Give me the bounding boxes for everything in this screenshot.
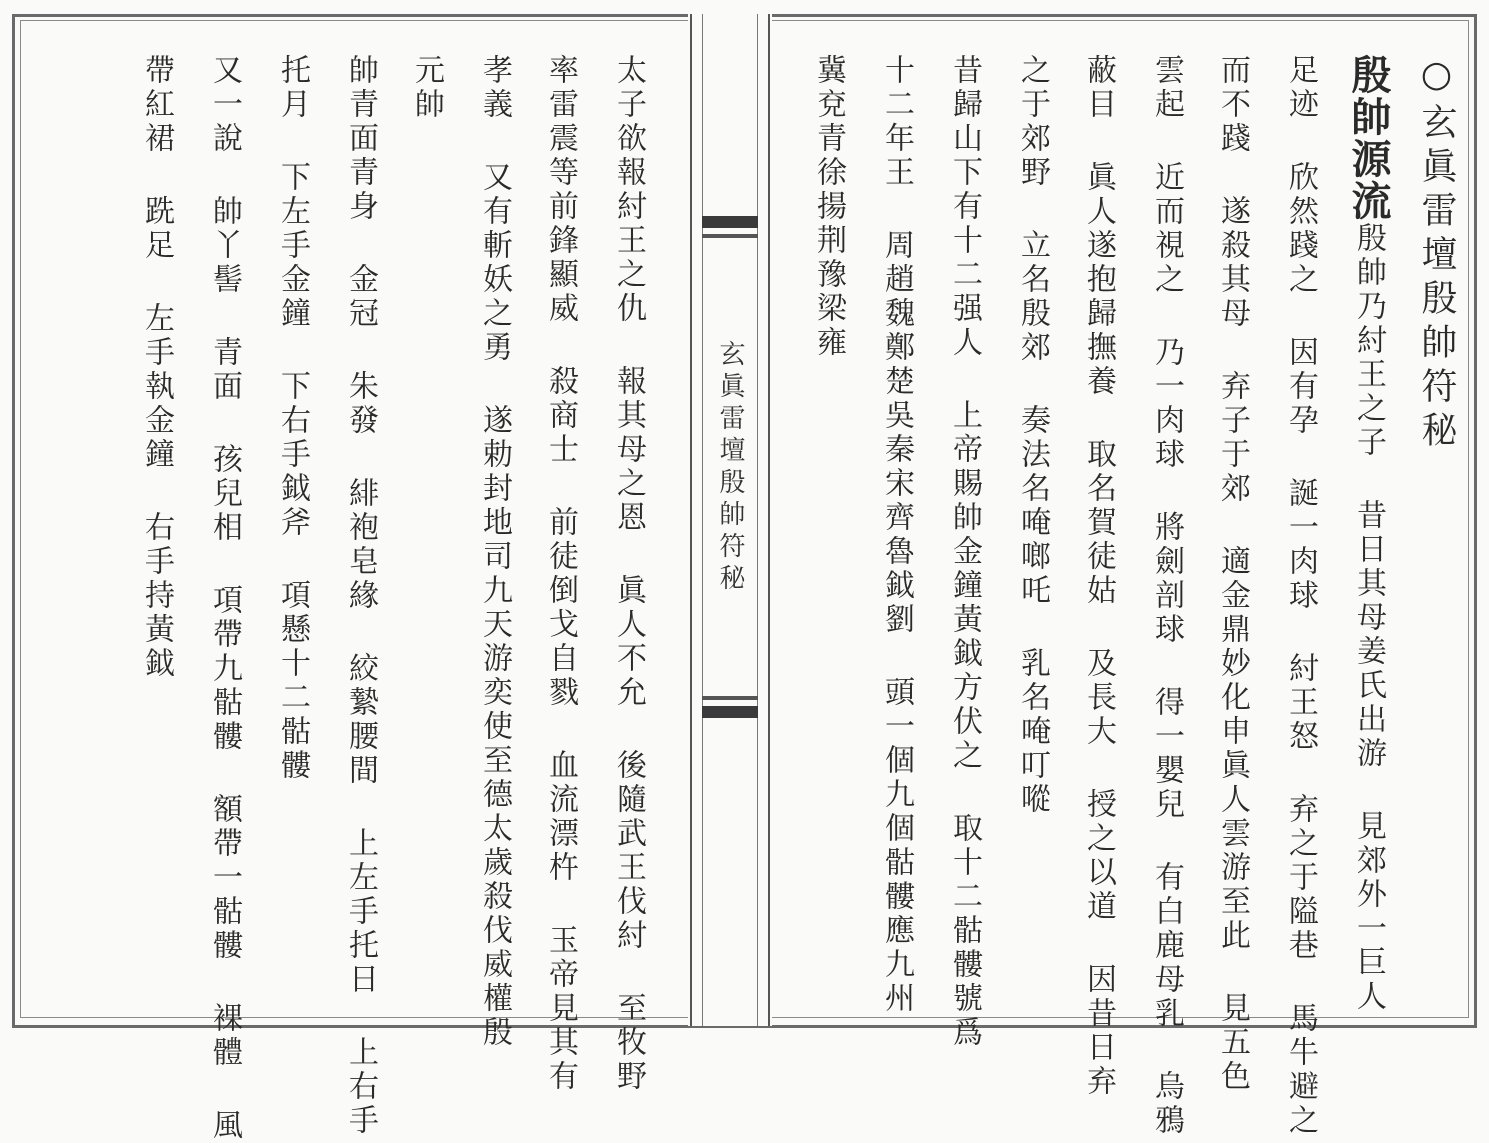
gutter-line — [768, 14, 770, 1026]
text-column-7: 昔歸山下有十二强人 上帝賜帥金鐘黃鉞方伏之 取十二骷髏號爲 — [947, 54, 982, 1050]
text-column-6: 托月 下左手金鐘 下右手鉞斧 項懸十二骷髏 — [275, 54, 310, 783]
gutter-bar — [702, 696, 758, 700]
text-column-6: 之于郊野 立名殷郊 奏法名唵啷吒 乳名唵叮㗰 — [1015, 54, 1050, 817]
gutter-bar — [702, 706, 758, 718]
text-column-9: 冀兗青徐揚荆豫梁雍 — [811, 54, 846, 360]
left-page — [24, 24, 684, 1143]
text-column-5: 蔽目 眞人遂抱歸撫養 取名賀徒姑 及長大 授之以道 因昔日弃 — [1081, 54, 1116, 1099]
text-column-4: 雲起 近而視之 乃一肉球 將劍剖球 得一嬰兒 有白鹿母乳 烏鴉 — [1149, 54, 1184, 1138]
text-column-2: 足迹 欣然踐之 因有孕 誕一肉球 紂王怒 弃之于隘巷 馬牛避之 — [1283, 54, 1318, 1138]
text-column-8: 十二年王 周趙魏鄭楚吳秦宋齊魯鉞劉 頭一個九個骷髏應九州 — [879, 54, 914, 1016]
section-heading: 殷帥源流 — [1345, 54, 1392, 222]
text-column-1: 殷帥源流殷帥乃紂王之子 昔日其母姜氏出游 見郊外一巨人 — [1345, 54, 1392, 1014]
book-gutter — [688, 14, 772, 1026]
gutter-bar — [702, 234, 758, 238]
gutter-title: 玄眞雷壇殷帥符秘 — [715, 340, 745, 596]
text-column-3: 孝義 又有斬妖之勇 遂勅封地司九天游奕使至德太歲殺伐威權殷 — [477, 54, 512, 1050]
text-column-2: 率雷震等前鋒顯威 殺商士 前徒倒戈自戮 血流漂杵 玉帝見其有 — [543, 54, 578, 1094]
text-column-8: 帶紅裙 跣足 左手執金鐘 右手持黃鉞 — [139, 54, 174, 681]
text-column-1: 太子欲報紂王之仇 報其母之恩 眞人不允 後隨武王伐紂 至牧野 — [611, 54, 646, 1094]
text-column-5: 帥青面青身 金冠 朱發 緋袍皂緣 絞縶腰間 上左手托日 上右手 — [343, 54, 378, 1138]
text-column-4: 元帥 — [409, 54, 444, 122]
right-page — [776, 24, 1466, 1138]
gutter-bar — [702, 216, 758, 228]
text-column-3: 而不踐 遂殺其母 弃子于郊 適金鼎妙化申眞人雲游至此 見五色 — [1215, 54, 1250, 1094]
page-title: ○玄眞雷壇殷帥符秘 — [1416, 54, 1457, 455]
text-column-7: 又一說 帥丫髻 青面 孩兒相 項帶九骷髏 額帶一骷髏 裸體 風 — [207, 54, 242, 1143]
gutter-line — [690, 14, 692, 1026]
